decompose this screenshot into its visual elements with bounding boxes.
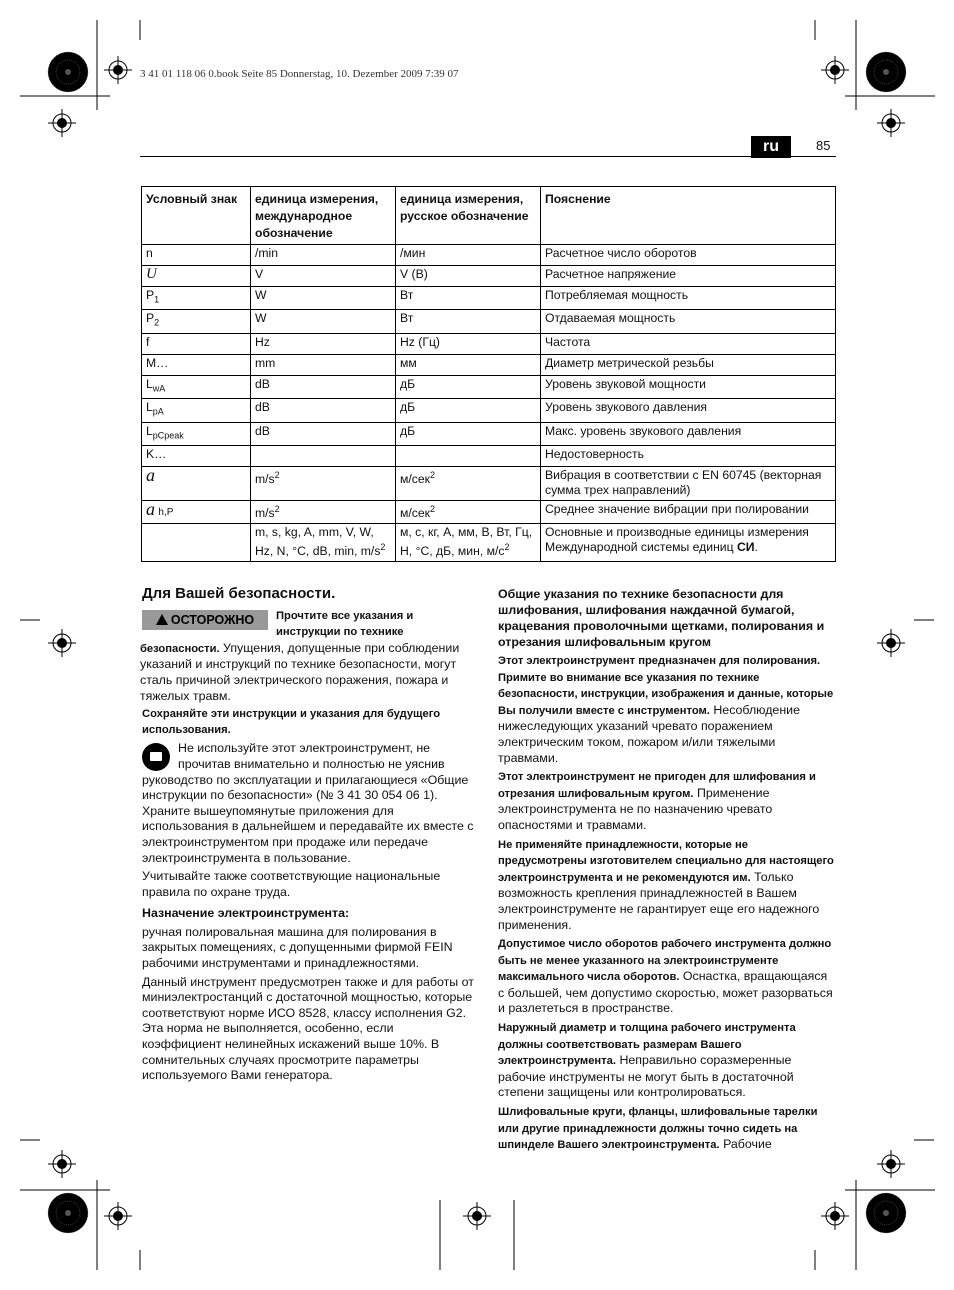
symbol-text: P [146,311,155,326]
cell-symbol [142,310,251,333]
symbol-text: a [146,465,155,486]
cell-ru [396,524,541,562]
bold-text: Этот электроинструмент не пригоден для шлифования и отрезания шлифовальным кругом. [498,771,816,800]
unit-text: m, s, kg, A, mm, V, W, Hz, N, °C, dB, min, m/s [255,525,381,559]
cell-ru [396,501,541,524]
desc-end: . [754,540,758,555]
safety-paragraph [498,1104,834,1154]
symbol-text: P [146,288,155,302]
cell-ru: Вт [396,310,541,333]
col-header-intl: единица измерения, международное обозначение [251,187,396,245]
left-column [142,586,476,1087]
cell-ru: мм [396,354,541,375]
generator-text: Данный инструмент предусмотрен также и для работы от миниэлектростанций с достаточной мощностью, которые соответствуют норме ИСО 8528, классу исполнения G2. Эта норма не выполняется, особенно, если коэффициент нелинейных искажений выше 10%. В сомнительных случаях просмотрите параметры используемого Вами генератора. [142,974,474,1083]
table-row [142,310,836,333]
cell-desc: Уровень звукового давления [541,399,836,422]
safety-paragraph [498,1020,834,1101]
cell-intl: mm [251,354,396,375]
cell-ru: дБ [396,422,541,445]
intended-use-text: ручная полировальная машина для полирования в закрытых помещениях, с допущенными фирмой FEIN рабочими инструментами и принадлежностями. [142,924,453,971]
cell-intl: W [251,287,396,310]
cell-ru: Hz (Гц) [396,333,541,354]
table-row [142,501,836,524]
safety-paragraph [498,936,834,1017]
symbol-text: L [146,400,153,415]
bold-text: Этот электроинструмент предназначен для полирования. Примите во внимание все указания по технике безопасности, инструкции, изображения и данные, которые Вы получили вместе с инструментом. [498,655,834,717]
safety-paragraph [498,653,834,766]
cell-symbol [142,375,251,398]
cell-ru [396,467,541,501]
symbol-subscript: 2 [154,317,160,328]
table-row [142,524,836,562]
cell-ru: /мин [396,245,541,266]
symbol-subscript: pCpeak [152,430,184,441]
cell-symbol: f [142,333,251,354]
cell-intl [251,446,396,467]
warning-text: Упущения, допущенные при соблюдении указаний и инструкций по технике безопасности, могут сталь причиной электрического поражения, пожара и тяжелых травм. [140,640,460,703]
read-manual-text: Не используйте этот электроинструмент, не прочитав внимательно и полностью не уяснив руководство по эксплуатации и прилагающиеся «Общие инструкции по безопасности» (№ 3 41 30 054 06 1). Храните вышеупомянутые приложения для использования в дальнейшем и передавайте их вместе с электроинструментом при продаже или передаче электроинструмента в пользование. [142,741,474,865]
cell-symbol: M… [142,354,251,375]
symbol-text: L [146,423,153,438]
cell-desc: Недостоверность [541,446,836,467]
symbol-subscript: 1 [154,294,160,305]
table-row [142,354,836,375]
symbols-table [141,186,836,562]
warning-label: ОСТОРОЖНО [170,612,255,627]
cell-intl: V [251,266,396,287]
cell-symbol: n [142,245,251,266]
cell-symbol [142,399,251,422]
table-row [142,399,836,422]
bold-text: Наружный диаметр и толщина рабочего инструмента должны соответствовать размерам Вашего электроинструмента. [498,1022,796,1068]
unit-superscript: 2 [274,504,280,515]
cell-desc: Частота [541,333,836,354]
cell-desc: Отдаваемая мощность [541,310,836,333]
warning-badge [142,610,268,630]
body-text: Только возможность крепления принадлежностей в Вашем электроинструменте не гарантирует еще его надежного применения. [498,869,820,932]
cell-symbol [142,422,251,445]
cell-intl [251,524,396,562]
table-row [142,375,836,398]
cell-symbol [142,266,251,287]
cell-intl: Hz [251,333,396,354]
unit-text: m/s [255,506,275,521]
bold-text: Допустимое число оборотов рабочего инструмента должно быть не менее указанного на электроинструменте максимального числа оборотов. [498,938,832,984]
cell-desc: Уровень звуковой мощности [541,375,836,398]
table-row [142,467,836,501]
unit-superscript: 2 [429,504,435,515]
body-text: Оснастка, вращающаяся с большей, чем допустимо скоростью, может разорваться и разлететься в пространстве. [498,969,833,1016]
warning-triangle-icon [156,614,168,625]
cell-intl: W [251,310,396,333]
print-meta-line: 3 41 01 118 06 0.book Seite 85 Donnerstag, 10. Dezember 2009 7:39 07 [140,68,459,80]
symbol-text: U [146,266,157,282]
table-row [142,422,836,445]
cell-ru: дБ [396,399,541,422]
cell-ru: V (В) [396,266,541,287]
body-text: Применение электроинструмента не по назначению чревато опасностями и травмами. [498,785,773,832]
cell-symbol [142,287,251,310]
symbol-subscript: wA [152,383,166,394]
table-row [142,446,836,467]
cell-symbol [142,524,251,562]
read-manual-icon [142,743,170,771]
cell-intl: /min [251,245,396,266]
cell-desc: Расчетное напряжение [541,266,836,287]
warning-bold-text: Прочтите все указания и инструкции по технике безопасности. [140,609,414,655]
bold-text: Шлифовальные круги, фланцы, шлифовальные тарелки или другие принадлежности должны точно сидеть на шпинделе Вашего электроинструмента. [498,1106,818,1152]
language-badge: ru [751,136,791,158]
cell-intl [251,501,396,524]
cell-desc: Диаметр метрической резьбы [541,354,836,375]
right-column [498,586,834,1157]
cell-intl: dB [251,422,396,445]
col-header-desc: Пояснение [541,187,836,245]
safety-paragraph [498,769,834,833]
cell-symbol: K… [142,446,251,467]
body-text: Несоблюдение нижеследующих указаний чревато поражением электрическим током, пожаром и/или тяжелыми травмами. [498,702,800,765]
page-number: 85 [816,138,831,153]
unit-text: м/сек [400,506,430,521]
general-safety-heading: Общие указания по технике безопасности для шлифования, шлифования наждачной бумагой, крацевания проволочными щетками, полирования и отрезания шлифовальным кругом [498,587,825,649]
cell-intl [251,467,396,501]
cell-ru: Вт [396,287,541,310]
unit-text: м/сек [400,472,430,487]
table-row [142,287,836,310]
cell-desc: Макс. уровень звукового давления [541,422,836,445]
cell-desc [541,524,836,562]
intended-use-heading: Назначение электроинструмента: [142,906,350,921]
table-row [142,266,836,287]
cell-ru [396,446,541,467]
unit-superscript: 2 [429,470,435,481]
unit-superscript: 2 [274,470,280,481]
unit-superscript: 2 [380,542,386,553]
safety-paragraph [498,837,834,934]
cell-desc: Потребляемая мощность [541,287,836,310]
unit-text: m/s [255,472,275,487]
symbol-subscript: h,P [158,507,174,519]
unit-superscript: 2 [504,542,510,553]
cell-symbol [142,467,251,501]
table-row [142,245,836,266]
keep-instructions: Сохраняйте эти инструкции и указания для будущего использования. [142,708,441,736]
cell-desc: Вибрация в соответствии с EN 60745 (векторная сумма трех направлений) [541,467,836,501]
body-text: Неправильно соразмеренные рабочие инструменты не могут быть в достаточной степени защищены или контролироваться. [498,1053,794,1100]
cell-symbol [142,501,251,524]
symbol-subscript: pA [152,406,164,417]
table-header-row [142,187,836,245]
unit-text: м, с, кг, А, мм, В, Вт, Гц, Н, °C, дБ, мин, м/с [400,525,533,559]
desc-bold: СИ [736,540,755,555]
cell-desc: Расчетное число оборотов [541,245,836,266]
national-rules: Учитывайте также соответствующие национальные правила по охране труда. [142,869,441,899]
read-manual-paragraph [142,741,476,866]
body-text: Рабочие [719,1137,772,1152]
cell-desc: Среднее значение вибрации при полировании [541,501,836,524]
symbol-text: a [146,499,155,520]
table-row [142,333,836,354]
cell-ru: дБ [396,375,541,398]
symbol-text: L [146,376,153,391]
col-header-symbol: Условный знак [142,187,251,245]
header-rule [140,156,836,157]
cell-intl: dB [251,375,396,398]
bold-text: Не применяйте принадлежности, которые не предусмотрены изготовителем специально для настоящего электроинструмента и не рекомендуются им. [498,838,834,884]
section-title: Для Вашей безопасности. [142,585,336,602]
col-header-ru: единица измерения, русское обозначение [396,187,541,245]
desc-text: Основные и производные единицы измерения Международной системы единиц [545,525,809,555]
cell-intl: dB [251,399,396,422]
